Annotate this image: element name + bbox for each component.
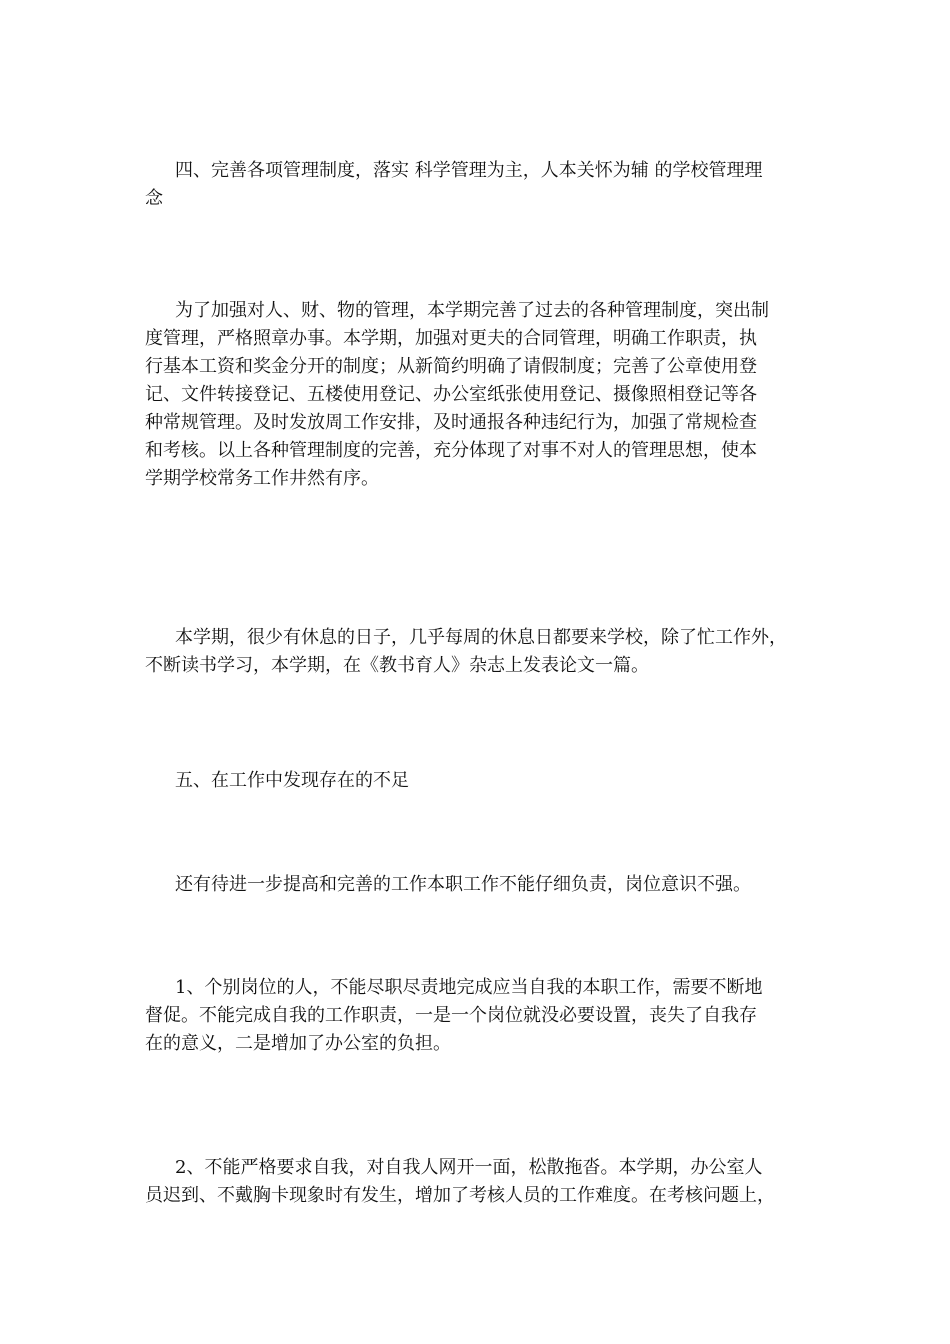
text-line: 为了加强对人、财、物的管理，本学期完善了过去的各种管理制度，突出制 xyxy=(175,300,769,321)
section-heading-4 xyxy=(145,157,805,213)
text-line: 度管理，严格照章办事。本学期，加强对更夫的合同管理，明确工作职责，执 xyxy=(145,328,757,349)
text-line: 五、在工作中发现存在的不足 xyxy=(175,770,409,791)
text-line: 行基本工资和奖金分开的制度；从新简约明确了请假制度；完善了公章使用登 xyxy=(145,356,757,377)
point-1-paragraph xyxy=(145,974,805,1058)
text-line: 不断读书学习，本学期，在《教书育人》杂志上发表论文一篇。 xyxy=(145,655,649,676)
text-line: 念 xyxy=(145,188,163,209)
text-line: 还有待进一步提高和完善的工作本职工作不能仔细负责，岗位意识不强。 xyxy=(175,874,751,895)
text-line: 和考核。以上各种管理制度的完善，充分体现了对事不对人的管理思想，使本 xyxy=(145,440,757,461)
point-2-paragraph xyxy=(145,1154,805,1210)
management-paragraph xyxy=(145,297,805,493)
text-line: 员迟到、不戴胸卡现象时有发生，增加了考核人员的工作难度。在考核问题上， xyxy=(145,1185,775,1206)
study-paragraph xyxy=(145,624,805,680)
text-line: 种常规管理。及时发放周工作安排，及时通报各种违纪行为，加强了常规检查 xyxy=(145,412,757,433)
shortcoming-intro xyxy=(145,871,805,899)
text-line: 2、不能严格要求自我，对自我人网开一面，松散拖沓。本学期，办公室人 xyxy=(175,1157,763,1178)
section-heading-5 xyxy=(145,767,805,795)
text-line: 四、完善各项管理制度，落实 科学管理为主，人本关怀为辅 的学校管理理 xyxy=(175,160,763,181)
text-line: 1、个别岗位的人，不能尽职尽责地完成应当自我的本职工作，需要不断地 xyxy=(175,977,763,998)
text-line: 记、文件转接登记、五楼使用登记、办公室纸张使用登记、摄像照相登记等各 xyxy=(145,384,757,405)
text-line: 在的意义，二是增加了办公室的负担。 xyxy=(145,1033,451,1054)
text-line: 督促。不能完成自我的工作职责，一是一个岗位就没必要设置，丧失了自我存 xyxy=(145,1005,757,1026)
text-line: 本学期，很少有休息的日子，几乎每周的休息日都要来学校，除了忙工作外， xyxy=(175,627,787,648)
text-line: 学期学校常务工作井然有序。 xyxy=(145,468,379,489)
